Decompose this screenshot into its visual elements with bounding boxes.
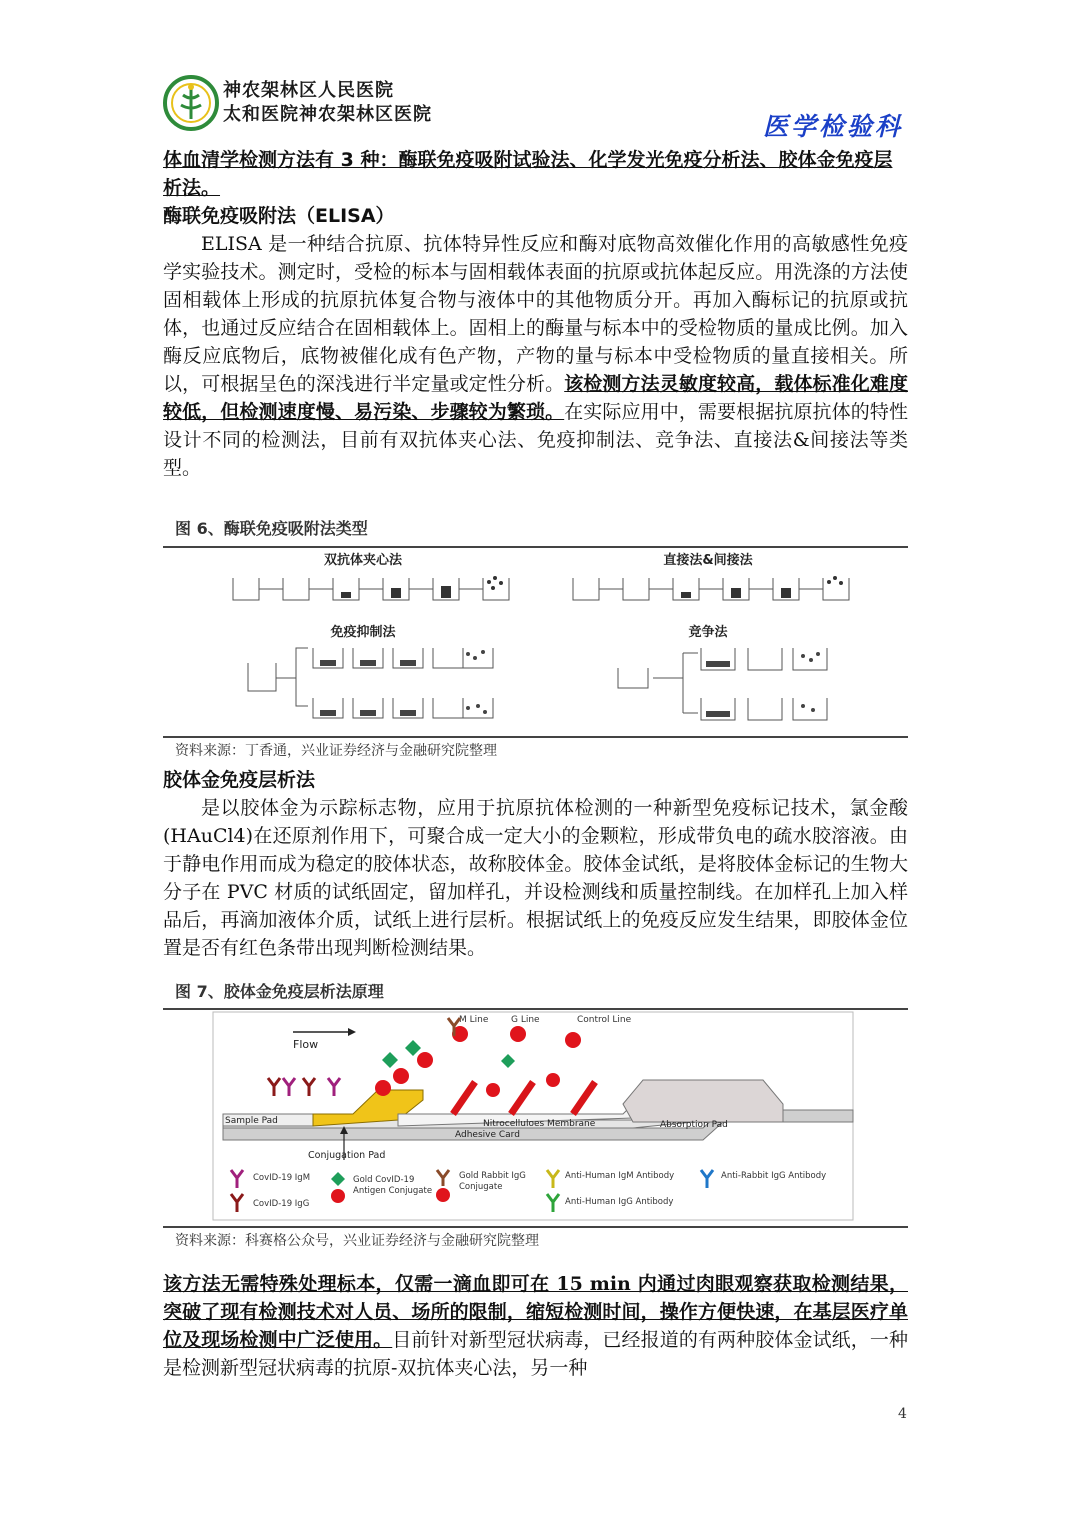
fig7-bottom-rule [163, 1226, 908, 1228]
elisa-heading: 酶联免疫吸附法（ELISA） [163, 205, 395, 227]
fig6-panel-direct: 直接法&间接法 [663, 553, 753, 568]
test-lines [453, 1082, 595, 1114]
hospital-name-line1: 神农架林区人民医院 [223, 80, 394, 101]
absorption-label: Absorption Pad [660, 1120, 728, 1130]
fig6-panel-sandwich: 双抗体夹心法 [323, 553, 403, 568]
legend-igg: CovID-19 IgG [253, 1199, 310, 1209]
page-number: 4 [898, 1406, 907, 1422]
legend-rabbit-b: Conjugate [459, 1182, 503, 1192]
fig7-source: 资料来源：科赛格公众号，兴业证券经济与金融研究院整理 [175, 1233, 539, 1249]
fig7-diagram [163, 1010, 908, 1224]
legend-anti-rabbit: Anti-Rabbit IgG Antibody [721, 1171, 827, 1181]
nitro-label: Nitrocelluloes Membrane [483, 1119, 596, 1129]
gold-section [163, 766, 908, 962]
control-line-label: Control Line [577, 1015, 632, 1025]
conjugation-label: Conjugation Pad [308, 1150, 386, 1161]
fig6-sandwich-particles [341, 576, 503, 598]
final-bold: 该方法无需特殊处理标本，仅需一滴血即可在 15 min 内通过肉眼观察获取检测结果，突破了现有检测技术对人员、场所的限制，缩短检测时间，操作方便快速，在基层医疗单位及现场检测中广泛使用。 [163, 1273, 908, 1351]
fig6-inhibition-particles [320, 650, 487, 716]
fig6-source: 资料来源：丁香通，兴业证券经济与金融研究院整理 [175, 743, 497, 759]
final-normal: 目前针对新型冠状病毒，已经报道的有两种胶体金试纸，一种是检测新型冠状病毒的抗原-双抗体夹心法，另一种 [163, 1329, 908, 1379]
fig6-inhibition-wells [248, 648, 493, 718]
antigen-diamonds [382, 1040, 515, 1068]
legend-anti-igm-icon [547, 1170, 559, 1188]
fig7-title: 图 7、胶体金免疫层析法原理 [175, 982, 384, 1001]
fig6-diagram [163, 548, 908, 734]
g-line-label: G Line [511, 1015, 540, 1025]
sample-pad-label: Sample Pad [225, 1116, 278, 1126]
gold-heading: 胶体金免疫层析法 [163, 769, 316, 791]
gold-particles [375, 1026, 581, 1097]
legend-igm: CovID-19 IgM [253, 1173, 311, 1183]
final-section [163, 1270, 908, 1382]
hospital-logo [163, 75, 219, 135]
hospital-name [223, 79, 432, 127]
elisa-text-b: 在实际应用中，需要根据抗原抗体的特性设计不同的检测法，目前有双抗体夹心法、免疫抑制法、竞争法、直接法&间接法等类型。 [163, 401, 908, 479]
intro-section [163, 146, 908, 482]
fig6-panel-competition: 竞争法 [688, 625, 728, 640]
fig6-direct-particles [681, 576, 843, 598]
elisa-paragraph [163, 230, 908, 482]
fig6-competition-wells [618, 648, 827, 720]
flow-label: Flow [293, 1038, 319, 1051]
adhesive-label: Adhesive Card [455, 1130, 520, 1140]
fig6-title: 图 6、酶联免疫吸附法类型 [175, 519, 368, 538]
legend-gold-a: Gold CovID-19 [353, 1175, 415, 1185]
legend-anti-igg: Anti-Human IgG Antibody [565, 1197, 674, 1207]
legend-anti-igm: Anti-Human IgM Antibody [565, 1171, 675, 1181]
legend-igm-icon [231, 1170, 243, 1188]
gold-paragraph: 是以胶体金为示踪标志物，应用于抗原抗体检测的一种新型免疫标记技术，氯金酸(HAuCl4)在还原剂作用下，可聚合成一定大小的金颗粒，形成带负电的疏水胶溶液。由于静电作用而成为稳定的胶体状态，故称胶体金。胶体金试纸，是将胶体金标记的生物大分子在 PVC 材质的试纸固定，留加样孔，并设检测线和质量控制线。在加样孔上加入样品后，再滴加液体介质，试纸上进行层析。根据试纸上的免疫反应发生结果，即胶体金位置是否有红色条带出现判断检测结果。 [163, 797, 908, 959]
page-header [163, 75, 903, 141]
department-title: 医学检验科 [762, 112, 903, 141]
fig6-direct-wells [573, 578, 849, 600]
legend-gold-b: Antigen Conjugate [353, 1186, 433, 1196]
elisa-text-bold: 该检测方法灵敏度较高，载体标准化难度较低，但检测速度慢、易污染、步骤较为繁琐。 [163, 373, 908, 423]
legend-anti-igg-icon [547, 1194, 559, 1212]
intro-bold: 体血清学检测方法有 3 种：酶联免疫吸附试验法、化学发光免疫分析法、胶体金免疫层析法。 [163, 149, 893, 199]
legend-gold-antigen-icon [331, 1172, 345, 1186]
final-paragraph [163, 1270, 908, 1382]
m-line-label: M Line [459, 1015, 489, 1025]
legend-rabbit-icon [437, 1170, 449, 1186]
absorption-pad [623, 1080, 783, 1122]
fig6-panel-inhibition: 免疫抑制法 [330, 625, 396, 640]
legend-rabbit-a: Gold Rabbit IgG [459, 1171, 526, 1181]
fig6-bottom-rule [163, 736, 908, 738]
fig6-competition-particles [706, 652, 820, 717]
legend-igg-icon [231, 1194, 243, 1212]
hospital-name-line2: 太和医院神农架林区医院 [223, 104, 432, 125]
fig6-sandwich-wells [233, 578, 509, 600]
elisa-text-a: ELISA 是一种结合抗原、抗体特异性反应和酶对底物高效催化作用的高敏感性免疫学实验技术。测定时，受检的标本与固相载体表面的抗原或抗体起反应。用洗涤的方法使固相载体上形成的抗原抗体复合物与液体中的其他物质分开。再加入酶标记的抗原或抗体，也通过反应结合在固相载体上。固相上的酶量与标本中的受检物质的量成比例。加入酶反应底物后，底物被催化成有色产物，产物的量与标本中受检物质的量直接相关。所以，可根据呈色的深浅进行半定量或定性分析。 [163, 233, 908, 395]
legend-anti-rabbit-icon [701, 1170, 713, 1188]
